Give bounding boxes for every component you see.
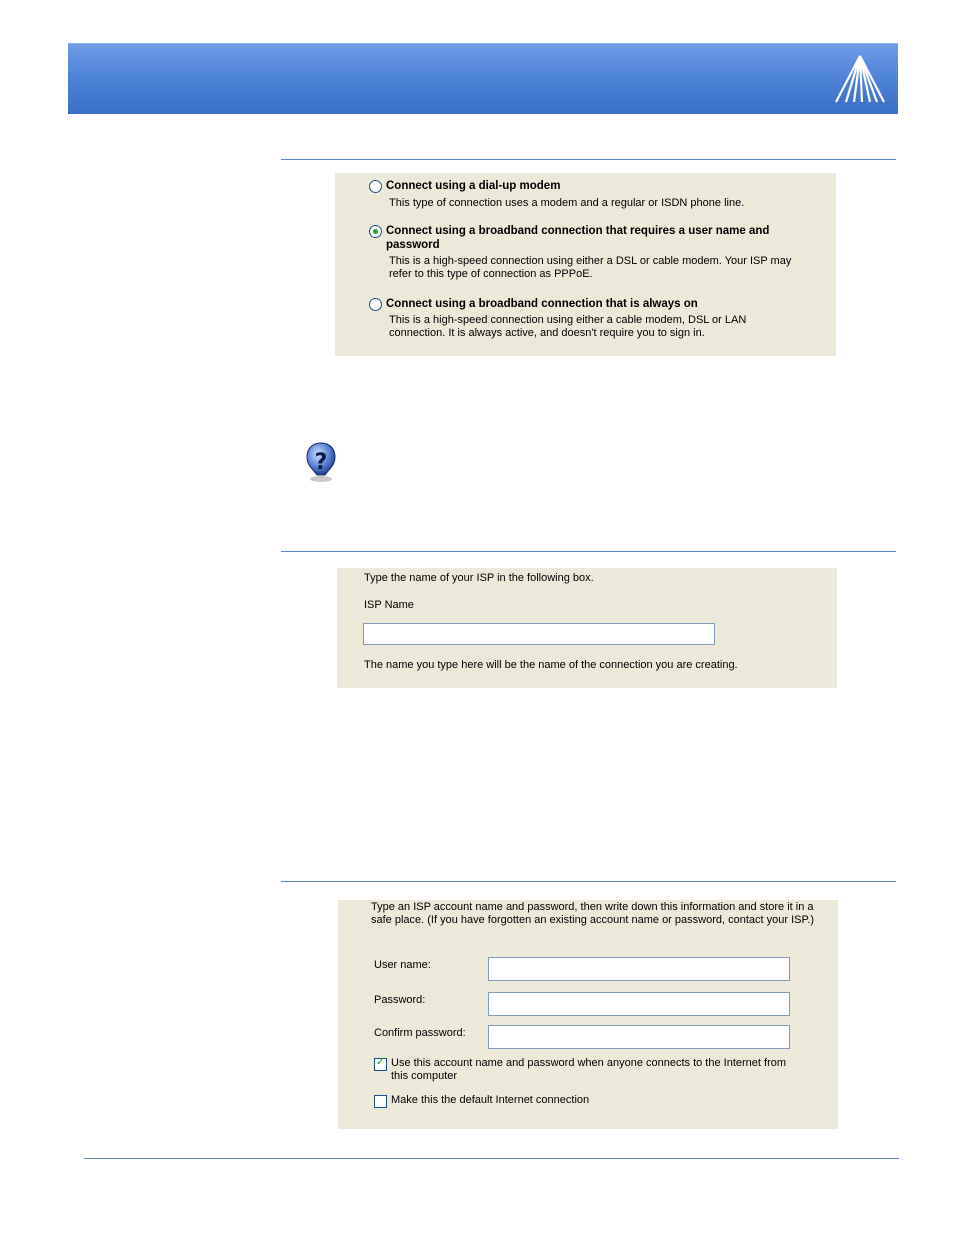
always-on-option[interactable] [369,295,816,345]
section-rule-2 [281,551,896,552]
pppoe-title-line1: Connect using a broadband connection that requires a user name and [386,225,770,237]
default-connection-checkbox[interactable] [374,1095,387,1108]
dialup-title: Connect using a dial-up modem [386,180,561,192]
isp-name-panel [337,568,837,688]
username-input[interactable] [488,957,790,981]
isp-note: The name you type here will be the name of the connection you are creating. [364,659,738,671]
always-on-desc-line1: This is a high-speed connection using either a cable modem, DSL or LAN [389,314,747,326]
connection-type-panel [335,173,836,356]
username-label: User name: [374,959,431,971]
always-on-radio[interactable] [369,298,382,311]
account-intro-line2: safe place. (If you have forgotten an existing account name or password, contact your ISP.) [371,914,815,926]
use-account-line1: Use this account name and password when anyone connects to the Internet from [391,1057,787,1069]
confirm-password-input[interactable] [488,1025,790,1049]
pppoe-desc-line1: This is a high-speed connection using either a DSL or cable modem. Your ISP may [389,255,792,267]
account-panel [338,900,838,1129]
section-rule-3 [281,881,896,882]
section-rule [281,159,896,160]
default-connection-label: Make this the default Internet connection [391,1094,590,1106]
always-on-desc-line2: connection. It is always active, and doesn't require you to sign in. [389,327,705,339]
svg-text:?: ? [314,450,328,475]
footer-rule [84,1158,899,1159]
pppoe-radio[interactable] [369,225,382,238]
confirm-password-label: Confirm password: [374,1027,466,1039]
isp-name-label: ISP Name [364,599,414,611]
triangle-logo-icon [832,52,888,106]
dialup-option[interactable] [369,177,816,211]
use-account-checkbox[interactable] [374,1058,387,1071]
dialup-radio[interactable] [369,180,382,193]
always-on-title: Connect using a broadband connection that is always on [386,298,698,310]
pppoe-title-line2: password [386,239,440,251]
pppoe-option[interactable] [369,222,816,286]
isp-instruction: Type the name of your ISP in the following box. [364,572,594,584]
help-question-icon [305,441,337,483]
account-intro-line1: Type an ISP account name and password, then write down this information and store it in a [371,901,814,913]
isp-name-input[interactable] [363,623,715,645]
dialup-desc: This type of connection uses a modem and a regular or ISDN phone line. [389,197,745,209]
pppoe-desc-line2: refer to this type of connection as PPPoE. [389,268,593,280]
password-input[interactable] [488,992,790,1016]
use-account-line2: this computer [391,1070,458,1082]
password-label: Password: [374,994,426,1006]
header-band [68,43,898,114]
